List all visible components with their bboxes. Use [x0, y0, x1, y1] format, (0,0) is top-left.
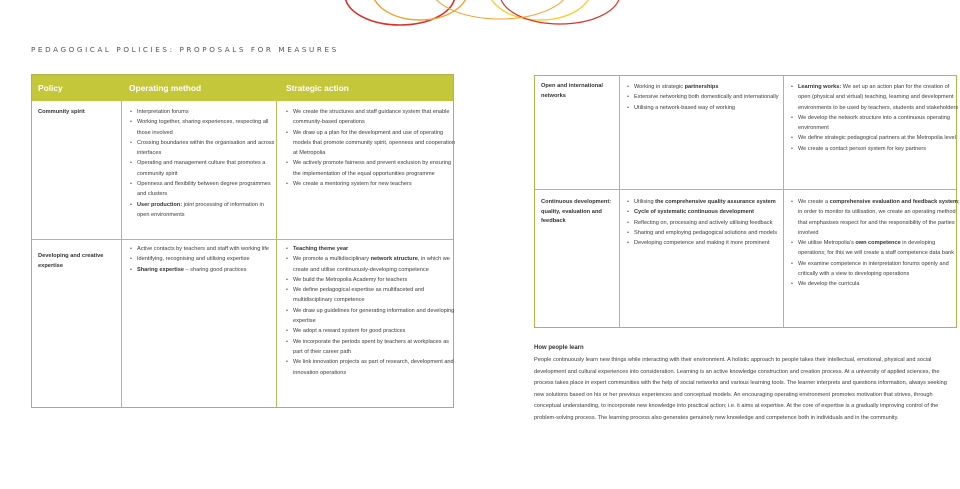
text: We create the structures and staff guidance system that enable community-based operations [293, 109, 450, 126]
list-item [137, 200, 277, 221]
list-item [293, 285, 455, 306]
header-strategic-action: Strategic action [286, 83, 349, 93]
section-text-how-people-learn: People continuously learn new things while interacting with their environment. A holistic approach to people takes their intellectual, emotional, physical and social development and cultural experiences into consideration. Learning is an active knowledge construction and creation process. At a university of applied sciences, the process takes place in expert communities with the help of social networks and various learning tools. The learner interprets and questions information, always seeking new solutions based on his or her previous experiences and conceptual models. An encouraging operating environment promotes motivation that strives, through conceptual understanding, to incorporate new knowledge into practical action; i.e. it aims at expertise. At the core of expertise is a gradually improving control of the problem-solving process. The learning process also generates genuinely new knowledge and competence both in individuals and in the community. [534, 357, 947, 421]
policy-table-right [534, 75, 960, 328]
text: We draw up guidelines for generating information and developing expertise [293, 307, 455, 325]
text: We set up an action plan for the creation of open (physical and virtual) teaching, learning and development environments to be used by teachers, students and stakeholders [798, 84, 959, 111]
text: Developing competence and making it more prominent [634, 240, 770, 247]
list-item [293, 357, 455, 378]
bold-text: Cycle of systematic continuous development [634, 209, 754, 216]
text: We promote a multidisciplinary [293, 256, 371, 263]
text: Reflecting on, processing and actively utilising feedback [634, 219, 773, 226]
list-item [293, 275, 455, 285]
text: We build the Metropolia Academy for teachers [293, 276, 408, 283]
operating-list-expertise [130, 244, 277, 275]
list-item [137, 117, 277, 138]
text: in developing operations; for this we will create a staff competence data bank [798, 240, 954, 257]
text: We define pedagogical expertise as multifaceted and multidisciplinary competence [293, 287, 425, 304]
policy-open-networks: Open and international networks [541, 83, 603, 99]
strategic-list-community [286, 107, 455, 189]
operating-list-community [130, 107, 277, 220]
text: Working in strategic [634, 84, 685, 90]
bold-text: Learning works: [798, 84, 842, 90]
list-item [293, 158, 455, 179]
text: We develop the network structure into a continuous operating environment [798, 114, 950, 132]
table-header [32, 75, 453, 101]
list-item [634, 207, 784, 217]
text: We create a mentoring system for new teachers [293, 181, 412, 188]
header-policy: Policy [38, 83, 63, 93]
list-item [798, 82, 960, 113]
list-item [798, 197, 960, 238]
text: We develop the curricula [798, 281, 860, 288]
list-item [634, 197, 784, 207]
list-item [798, 238, 960, 259]
list-item [293, 306, 455, 327]
text: Sharing and employing pedagogical solutions and models [634, 229, 778, 236]
text: Utilising [634, 199, 656, 205]
list-item [137, 254, 277, 264]
text: Working together, sharing experiences, respecting all those involved [137, 119, 269, 136]
list-item [798, 279, 960, 289]
bold-text: Teaching theme year [293, 246, 349, 252]
text: ; in order to monitor its utilisation, we create an operating method that emphasises respect for and the responsibility of the parties involved [798, 199, 960, 236]
text: Utilising a network-based way of working [634, 104, 736, 111]
header-operating-method: Operating method [129, 83, 202, 93]
page-title: PEDAGOGICAL POLICIES: PROPOSALS FOR MEASURES [31, 45, 339, 54]
bold-text: network structure [370, 256, 418, 263]
policy-continuous-development: Continuous development: quality, evaluation and feedback [541, 199, 612, 224]
list-item [293, 107, 455, 128]
text: We create a contact person system for key partners [798, 145, 926, 152]
bold-text: comprehensive evaluation and feedback system [829, 199, 959, 205]
list-item [293, 179, 455, 189]
text: , in which we create and utilise continuously-developing competence [293, 256, 450, 273]
text: We utilise Metropolia’s [798, 240, 856, 247]
list-item [137, 158, 277, 179]
strategic-list-quality [791, 197, 960, 290]
text: We create a [798, 199, 830, 205]
strategic-list-networks [791, 82, 960, 154]
text: We incorporate the periods spent by teachers at workplaces as part of their career path [293, 338, 449, 355]
text: Extensive networking both domestically and internationally [634, 94, 779, 101]
text: We actively promote fairness and prevent exclusion by ensuring the implementation of the equal opportunities programme [293, 160, 452, 177]
operating-list-quality [627, 197, 784, 248]
list-item [293, 244, 455, 254]
list-item [634, 238, 784, 248]
text: Crossing boundaries within the organisation and across interfaces [137, 139, 275, 157]
text: We define strategic pedagogical partners at the Metropolia level [798, 135, 956, 142]
list-item [798, 133, 960, 143]
text: Active contacts by teachers and staff with working life [137, 246, 270, 252]
list-item [137, 244, 277, 254]
list-item [137, 107, 277, 117]
section-title-how-people-learn: How people learn [534, 345, 584, 351]
list-item [137, 179, 277, 200]
list-item [293, 128, 455, 159]
list-item [798, 144, 960, 154]
bold-text: partnerships [684, 84, 719, 90]
list-item [634, 92, 784, 102]
policy-developing-expertise: Developing and creative expertise [38, 253, 104, 269]
bold-text: User production: [137, 201, 183, 208]
text: We examine competence in interpretation forums openly and critically with a view to developing operations [798, 260, 949, 278]
list-item [293, 337, 455, 358]
list-item [798, 259, 960, 280]
text: joint processing of information in open environments [137, 201, 264, 218]
decorative-arcs [0, 0, 959, 30]
strategic-list-expertise [286, 244, 455, 378]
text: We draw up a plan for the development and use of operating models that promote community spirit, openness and cooperation at Metropolia [293, 129, 455, 157]
list-item [137, 265, 277, 275]
list-item [137, 138, 277, 159]
bold-text: own competence [855, 240, 901, 247]
list-item [634, 218, 784, 228]
list-item [634, 82, 784, 92]
text: Operating and management culture that promotes a community spirit [137, 160, 266, 177]
text: Identifying, recognising and utilising expertise [137, 256, 250, 263]
text: Interpretation forums [137, 109, 189, 115]
operating-list-networks [627, 82, 784, 113]
list-item [634, 228, 784, 238]
text: – sharing good practices [183, 266, 247, 273]
text: Openness and flexibility between degree programmes and clusters [137, 181, 271, 198]
policy-community-spirit: Community spirit [38, 109, 85, 115]
list-item [634, 103, 784, 113]
list-item [293, 326, 455, 336]
list-item [798, 113, 960, 134]
bold-text: the comprehensive quality assurance system [655, 199, 776, 205]
text: We link innovation projects as part of research, development and innovation operations [293, 359, 454, 376]
bold-text: Sharing expertise [137, 266, 184, 273]
list-item [293, 254, 455, 275]
policy-table-left [31, 74, 454, 408]
text: We adopt a reward system for good practices [293, 328, 406, 335]
